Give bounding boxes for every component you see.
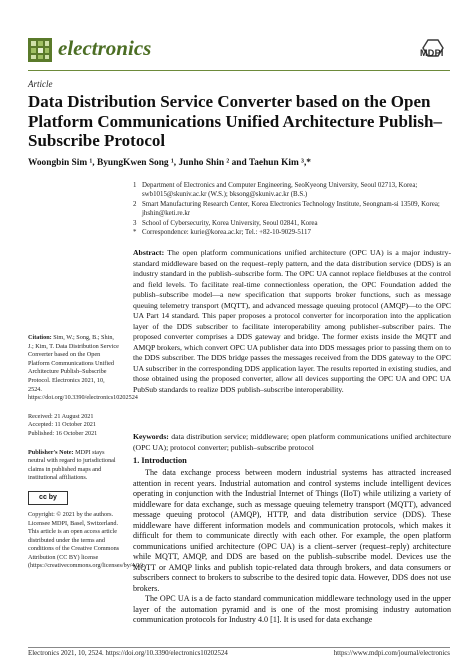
paragraph: The OPC UA is a de facto standard communication middleware technology used in the upper layer of the automation pyramid and is one of the most promising industry automation communication protocols for Industry 4.0 [1]. It is used for data exchange [133,594,451,624]
section-heading-introduction: 1. Introduction [133,456,187,465]
footer-divider [28,647,450,648]
received-date: Received: 21 August 2021 [28,412,94,420]
affiliation-mark: 3 [133,219,137,227]
published-date: Published: 16 October 2021 [28,429,98,437]
citation-text: Sim, W.; Song, B.; Shin, J.; Kim, T. Data Distribution Service Converter based on the Open Platform Communications Unified Architecture Publish–Subscribe Protocol. Electronics 2021, 10, 2524. https://doi.org/10.3390/electronics10202524 [28,334,138,402]
copyright-notice: Copyright: © 2021 by the authors. Licensee MDPI, Basel, Switzerland. This article is an open access article distributed under the terms and conditions of the Creative Commons Attribution (CC BY) license (https://creativecommons.org/licenses/by/4.0/). [28,510,145,570]
paragraph: The data exchange process between modern industrial systems has attracted increased attention in recent years. Industrial automation and control systems include intelligent devices operating in conjunction with the Industrial Internet of Things (IIoT) while utilizing a variety of middleware for data exchange, such as message queuing telemetry transport (MQTT), advanced message queuing protocol (AMQP), HTTP, and data distribution service (DDS). These middleware have different information models and communication protocols, which makes it difficult for them to communicate directly with each other. For example, the open platform communications unified architecture (OPC UA) is a client–server (request–reply) architecture while MQTT, AMQP, and DDS are based on the publish–subscribe model. Devices use the MQTT or AMQP links and publish topic-related data through brokers, and data consumers or subscribers connect to brokers to subscribe to the desired topic data. However, DDS does not use brokers. [133,468,451,593]
publisher-note-label: Publisher's Note: [28,448,74,456]
affiliation-text: Correspondence: kurie@korea.ac.kr; Tel.: +82-10-9029-5117 [142,229,311,237]
introduction-body [133,468,451,626]
publisher-note-text: MDPI stays neutral with regard to jurisdictional claims in published maps and institutional affiliations. [28,448,116,482]
keywords-text: data distribution service; middleware; open platform communications unified architecture (OPC UA); protocol converter; publish–subscribe protocol [133,432,451,452]
affiliation-item [133,181,453,200]
header-divider [28,70,450,71]
article-type-label: Article [28,79,53,89]
affiliation-item [133,200,453,219]
affiliation-text: Smart Manufacturing Research Center, Korea Electronics Technology Institute, Seongnam-si 13509, Korea; jhshin@keti.re.kr [142,200,440,218]
article-sidebar [28,334,145,579]
abstract [133,248,451,395]
keywords [133,432,451,453]
publication-dates [28,413,120,439]
cc-label: cc by [39,493,57,501]
keywords-label: Keywords: [133,432,169,441]
citation [28,334,138,403]
affiliation-item [133,219,453,228]
footer-journal-url[interactable]: https://www.mdpi.com/journal/electronics [333,650,450,657]
article-title: Data Distribution Service Converter based on the Open Platform Communications Unified Architecture Publish–Subscribe Protocol [28,92,442,150]
cc-by-license-icon [28,491,68,505]
author-list: Woongbin Sim ¹, ByungKwen Song ¹, Junho Shin ² and Taehun Kim ³,* [28,158,311,168]
affiliation-mark: 1 [133,182,137,189]
affiliations [133,181,453,237]
abstract-text: The open platform communications unified architecture (OPC UA) is a major industry-standard middleware based on the request–reply pattern, and the data distribution service (DDS) is an industry standard in the publish–subscribe form. The OPC UA cannot replace fieldbuses at the control and field levels. To facilitate real-time connectionless operation, the OPC Foundation added the publish–subscribe model—a new specification that supports broker functions, such as message queuing telemetry transport (MQTT), and advanced message queuing protocol (AMQP)—to the OPC UA Part 14 standard. This paper proposes a protocol converter for incorporation into the application layer of the DDS subscriber to facilitate interoperability among publisher–subscriber pairs. The proposed converter comprises a DDS gateway and bridge. The former exists inside the MQTT and AMQP brokers, which convert OPC UA publisher data into DDS messages prior to passing them on to the DDS subscriber. The DDS bridge passes the messages received from the DDS gateway to the OPC UA subscriber in the corresponding DDS application layer. The results reported in existing studies, and those obtained using the proposed converter, allow all devices supporting the OPC UA and OPC UA PubSub standards to realize DDS publish–subscribe interoperability. [133,248,451,394]
affiliation-item [133,228,453,237]
abstract-label: Abstract: [133,248,165,257]
affiliation-text: School of Cybersecurity, Korea University, Seoul 02841, Korea [142,219,318,227]
publisher-note [28,449,120,483]
footer-citation: Electronics 2021, 10, 2524. https://doi.org/10.3390/electronics10202524 [28,650,228,657]
citation-label: Citation: [28,334,52,341]
journal-logo-icon [28,38,52,62]
publisher-name: MDPI [420,48,444,58]
affiliation-text: Department of Electronics and Computer Engineering, SeoKyeong University, Seoul 02713, Korea; swb1015@skuniv.ac.kr (W.S.); bksong@skuniv.ac.kr (B.S.) [142,182,418,199]
accepted-date: Accepted: 11 October 2021 [28,421,96,429]
journal-name: electronics [58,36,152,60]
affiliation-mark: 2 [133,200,137,208]
affiliation-mark: * [133,229,137,237]
